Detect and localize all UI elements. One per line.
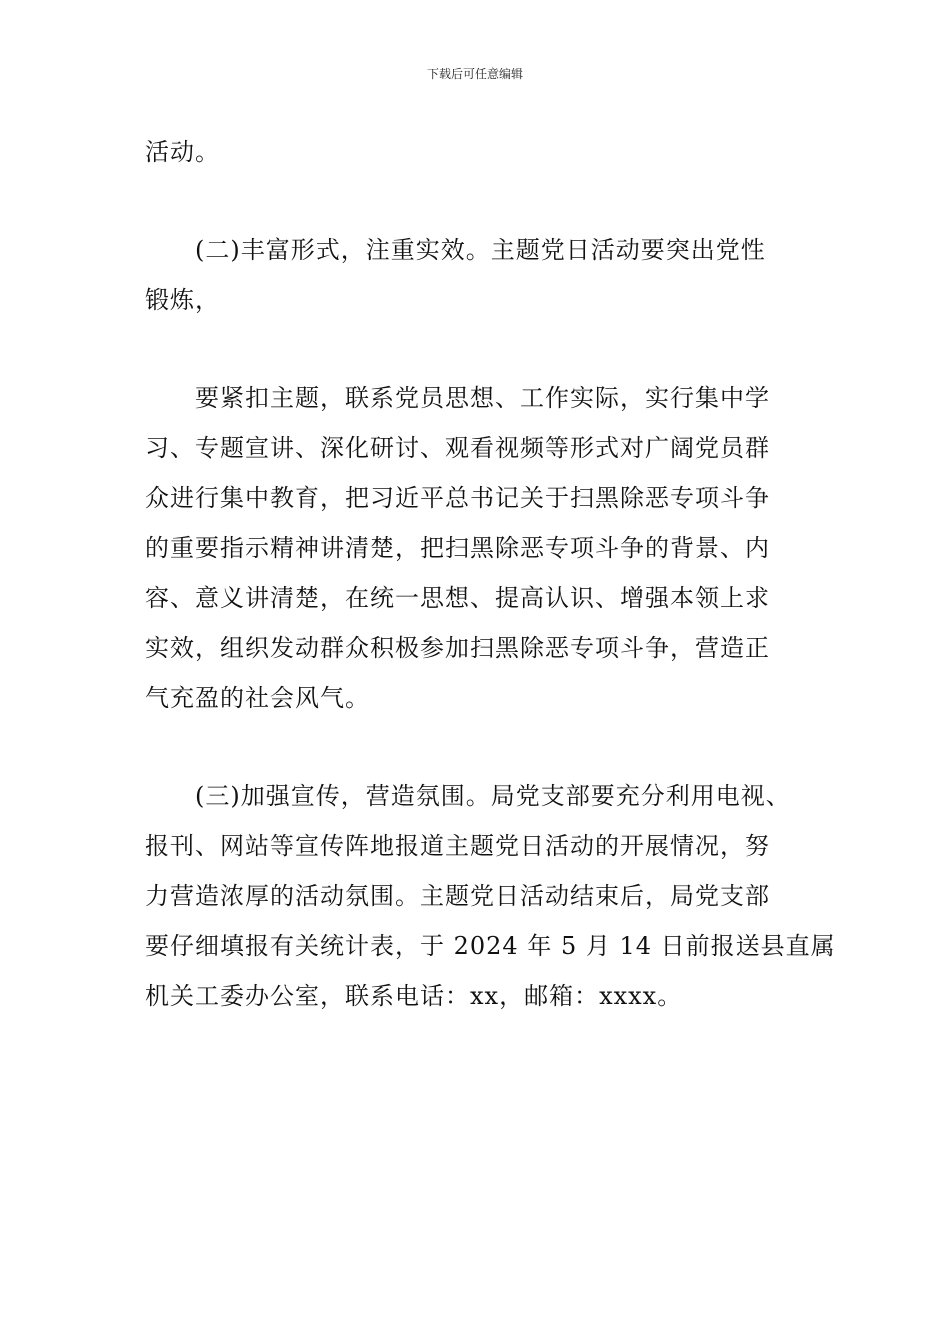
paragraph-line: 活动。 <box>145 138 220 166</box>
paragraph-line: 习、专题宣讲、深化研讨、观看视频等形式对广阔党员群 <box>145 434 770 462</box>
paragraph-line: 报刊、网站等宣传阵地报道主题党日活动的开展情况，努 <box>145 832 770 860</box>
paragraph-line: 机关工委办公室，联系电话：xx，邮箱：xxxx。 <box>145 982 683 1010</box>
paragraph-line: (二)丰富形式，注重实效。主题党日活动要突出党性 <box>195 236 766 264</box>
paragraph-line: 要紧扣主题，联系党员思想、工作实际，实行集中学 <box>195 384 770 412</box>
paragraph-line: 要仔细填报有关统计表，于 2024 年 5 月 14 日前报送县直属 <box>145 932 836 960</box>
paragraph-line: 锻炼， <box>145 286 220 314</box>
paragraph-line: (三)加强宣传，营造氛围。局党支部要充分利用电视、 <box>195 782 791 810</box>
paragraph-line: 的重要指示精神讲清楚，把扫黑除恶专项斗争的背景、内 <box>145 534 770 562</box>
paragraph-line: 实效，组织发动群众积极参加扫黑除恶专项斗争，营造正 <box>145 634 770 662</box>
paragraph-line: 力营造浓厚的活动氛围。主题党日活动结束后，局党支部 <box>145 882 770 910</box>
paragraph-line: 容、意义讲清楚，在统一思想、提高认识、增强本领上求 <box>145 584 770 612</box>
header-note: 下载后可任意编辑 <box>426 67 523 81</box>
paragraph-line: 气充盈的社会风气。 <box>145 684 370 712</box>
paragraph-line: 众进行集中教育，把习近平总书记关于扫黑除恶专项斗争 <box>145 484 770 512</box>
